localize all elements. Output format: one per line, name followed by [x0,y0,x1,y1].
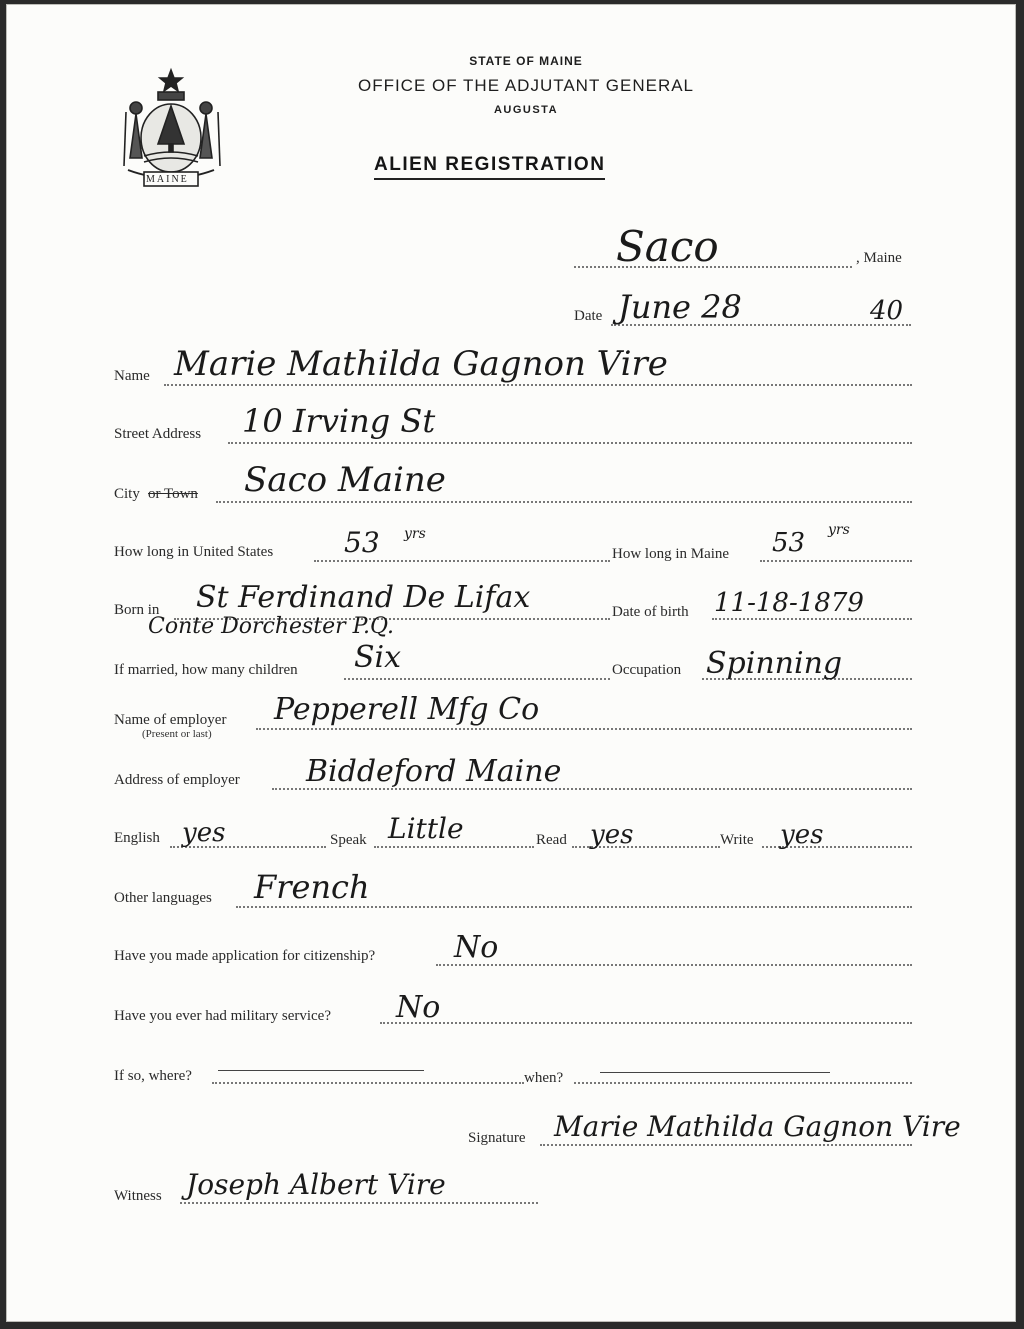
name-line [164,384,912,386]
employer-label: Name of employer [114,712,227,728]
dob-value: 11-18-1879 [714,588,864,618]
date-label: Date [574,308,603,324]
signature-value: Marie Mathilda Gagnon Vire [554,1110,961,1143]
witness-label: Witness [114,1188,162,1204]
employer-line [256,728,912,730]
us-years-value: 53 [344,526,380,559]
city-value: Saco Maine [244,460,446,500]
name-value: Marie Mathilda Gagnon Vire [174,344,668,384]
born-value-line2: Conte Dorchester P.Q. [148,614,394,639]
us-unit-value: yrs [404,526,426,542]
military-label: Have you ever had military service? [114,1008,331,1024]
write-value: yes [780,820,824,850]
occupation-label: Occupation [612,662,682,678]
write-label: Write [720,832,754,848]
where-line [212,1082,524,1084]
citizenship-value: No [454,930,499,965]
where-dash-mark [218,1070,424,1071]
us-duration-line [314,560,610,562]
us-duration-label: How long in United States [114,544,274,560]
header-state: STATE OF MAINE [469,54,583,68]
date-month-day: June 28 [618,288,742,326]
employer-address-label: Address of employer [114,772,240,788]
citizenship-label: Have you made application for citizenship? [114,948,376,964]
employer-address-value: Biddeford Maine [306,754,562,789]
speak-label: Speak [330,832,367,848]
street-line [228,442,912,444]
form-page [6,4,1016,1322]
dob-label: Date of birth [612,604,689,620]
signature-label: Signature [468,1130,526,1146]
dob-line [712,618,912,620]
date-year: 40 [870,296,904,326]
employer-value: Pepperell Mfg Co [274,692,540,727]
other-languages-value: French [254,868,370,906]
read-value: yes [590,820,634,850]
military-line [380,1022,912,1024]
english-value: yes [182,818,226,848]
other-languages-label: Other languages [114,890,212,906]
other-languages-line [236,906,912,908]
city-line [216,501,912,503]
maine-unit-value: yrs [828,522,850,538]
citizenship-line [436,964,912,966]
town-value: Saco [616,222,719,271]
when-label: when? [524,1070,564,1086]
seal-banner-text: MAINE [146,174,189,185]
occupation-value: Spinning [706,646,843,681]
witness-line [180,1202,538,1204]
name-label: Name [114,368,150,384]
read-label: Read [536,832,567,848]
signature-line [540,1144,912,1146]
when-dash-mark [600,1072,830,1073]
street-value: 10 Irving St [242,402,436,440]
children-line [344,678,610,680]
military-value: No [396,990,441,1025]
header-city: AUGUSTA [493,104,559,116]
witness-value: Joseph Albert Vire [186,1168,446,1201]
maine-years-value: 53 [772,528,806,558]
children-label: If married, how many children [114,662,298,678]
english-label: English [114,830,160,846]
where-label: If so, where? [114,1068,192,1084]
maine-duration-label: How long in Maine [612,546,730,562]
speak-line [374,846,534,848]
page-title: ALIEN REGISTRATION [374,154,605,180]
state-suffix-label: , Maine [856,250,902,266]
employer-sub-label: (Present or last) [142,728,212,740]
born-label: Born in [114,602,160,618]
city-label: City [114,486,140,502]
header-office: OFFICE OF THE ADJUTANT GENERAL [357,76,695,95]
born-value-line1: St Ferdinand De Lifax [196,580,531,615]
children-value: Six [354,640,402,675]
when-line [574,1082,912,1084]
street-label: Street Address [114,426,202,442]
speak-value: Little [388,812,464,845]
city-struck-label: or Town [148,486,198,502]
maine-duration-line [760,560,912,562]
